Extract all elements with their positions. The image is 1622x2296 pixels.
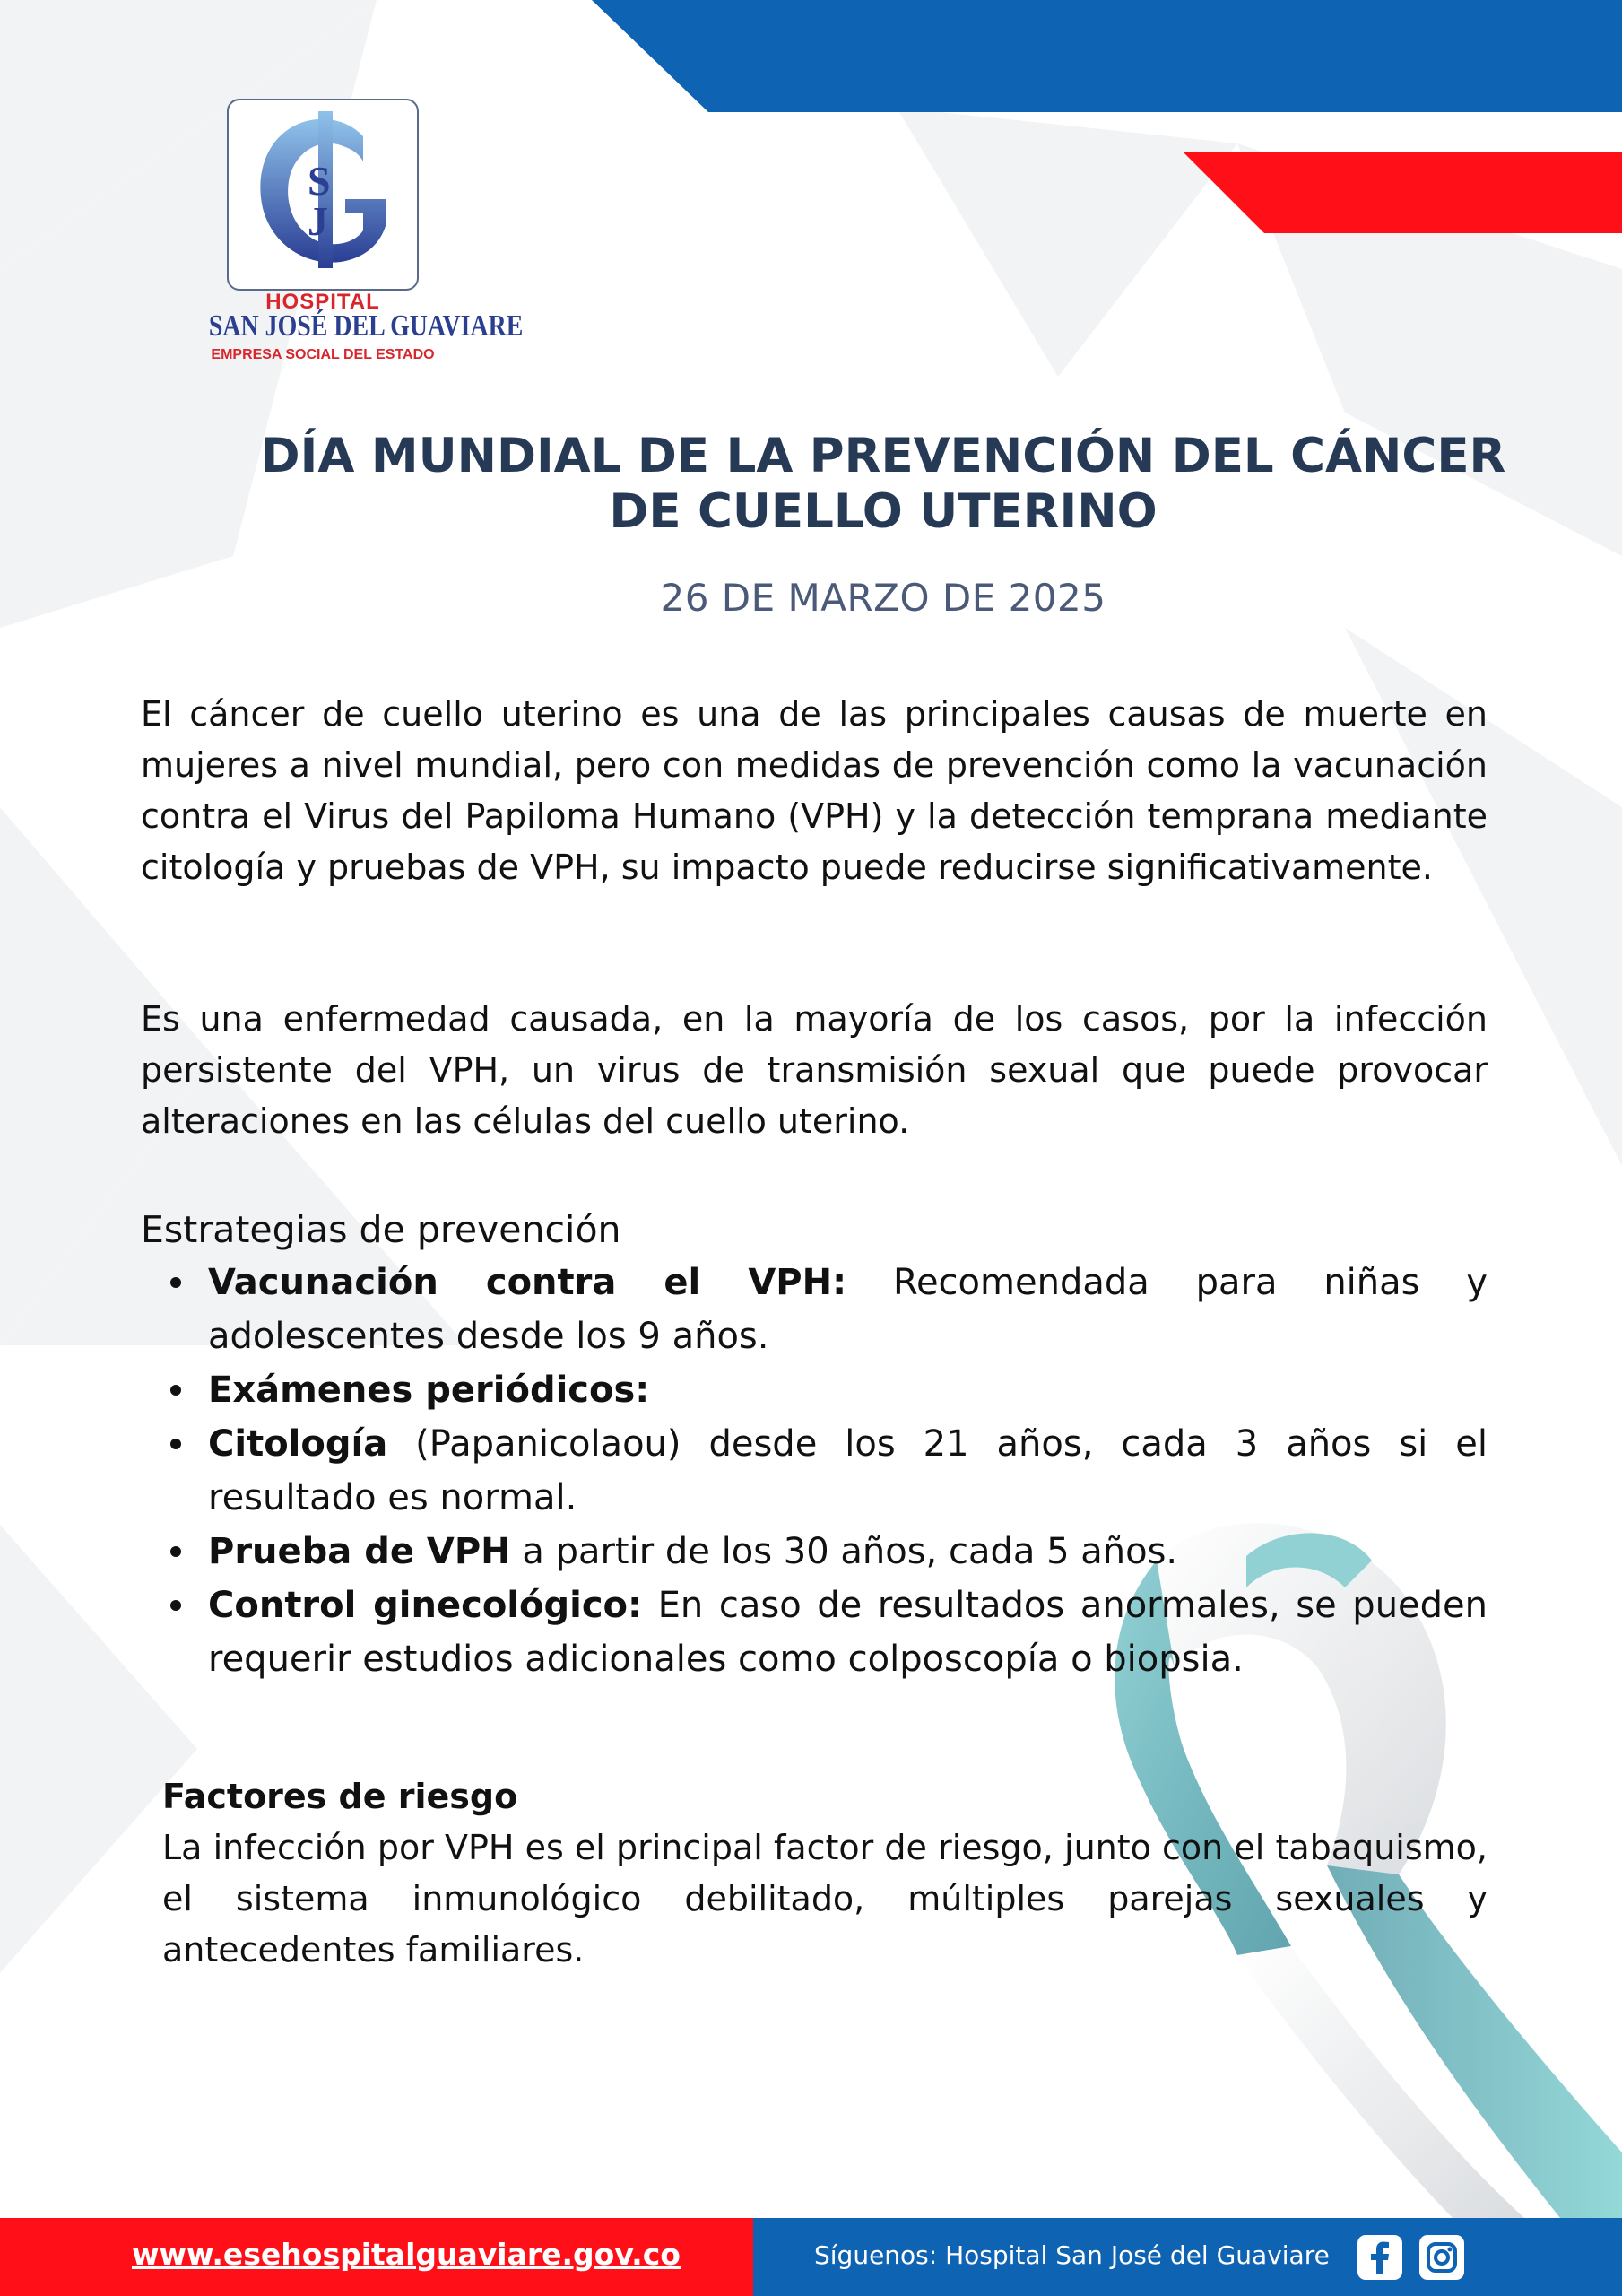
list-item-bold: Prueba de VPH xyxy=(208,1531,511,1572)
list-item xyxy=(141,1363,1488,1417)
monogram-icon xyxy=(229,100,417,289)
list-item-bold: Control ginecológico: xyxy=(208,1585,643,1626)
instagram-icon[interactable] xyxy=(1418,2233,1466,2282)
title-line-2: DE CUELLO UTERINO xyxy=(609,484,1158,539)
list-item xyxy=(141,1578,1488,1686)
facebook-icon[interactable] xyxy=(1356,2233,1404,2282)
list-item-text: (Papanicolaou) desde los 21 años, cada 3 años si el resultado es normal. xyxy=(208,1423,1488,1518)
strategies-heading: Estrategias de prevención xyxy=(141,1208,621,1251)
title-line-1: DÍA MUNDIAL DE LA PREVENCIÓN DEL CÁNCER xyxy=(260,429,1506,483)
list-item-bold: Exámenes periódicos: xyxy=(208,1370,650,1411)
intro-paragraph: El cáncer de cuello uterino es una de las principales causas de muerte en mujeres a nivel mundial, pero con medidas de prevención como la vacunación contra el Virus del Papiloma Humano (VPH) y la detección temprana mediante citología y pruebas de VPH, su impacto puede reducirse significativamente. xyxy=(141,694,1488,887)
list-item-text: Recomendada para niñas y adolescentes desde los 9 años. xyxy=(208,1262,1488,1357)
top-red-bar xyxy=(1184,152,1622,233)
list-item-text: En caso de resultados anormales, se pueden requerir estudios adicionales como colposcopía o biopsia. xyxy=(208,1585,1488,1680)
list-item-bold: Citología xyxy=(208,1423,388,1465)
list-item-bold: Vacunación contra el VPH: xyxy=(208,1262,847,1303)
risk-heading: Factores de riesgo xyxy=(162,1777,518,1816)
event-date: 26 DE MARZO DE 2025 xyxy=(660,576,1106,620)
list-item xyxy=(141,1417,1488,1525)
svg-text:S: S xyxy=(308,158,331,204)
list-item xyxy=(141,1525,1488,1578)
top-blue-bar xyxy=(592,0,1622,112)
page-title xyxy=(256,429,1511,540)
list-item xyxy=(141,1256,1488,1363)
cause-paragraph: Es una enfermedad causada, en la mayoría de los casos, por la infección persistente del VPH, un virus de transmisión sexual que puede provocar alteraciones en las células del cuello uterino. xyxy=(141,999,1488,1141)
follow-us-text: Síguenos: Hospital San José del Guaviare xyxy=(814,2240,1330,2270)
list-item-text: a partir de los 30 años, cada 5 años. xyxy=(510,1531,1178,1572)
logo-emblem-box xyxy=(227,99,419,291)
svg-text:J: J xyxy=(308,198,328,244)
risk-paragraph: La infección por VPH es el principal factor de riesgo, junto con el tabaquismo, el sistema inmunológico debilitado, múltiples parejas sexuales y antecedentes familiares. xyxy=(162,1828,1488,1970)
logo-hospital-name: SAN JOSÉ DEL GUAVIARE xyxy=(208,309,524,343)
strategies-list xyxy=(141,1256,1488,1686)
hospital-logo xyxy=(184,94,524,372)
logo-subtitle: EMPRESA SOCIAL DEL ESTADO xyxy=(211,347,435,362)
logo-hospital-label: HOSPITAL xyxy=(265,290,380,314)
website-link[interactable]: www.esehospitalguaviare.gov.co xyxy=(132,2237,681,2272)
